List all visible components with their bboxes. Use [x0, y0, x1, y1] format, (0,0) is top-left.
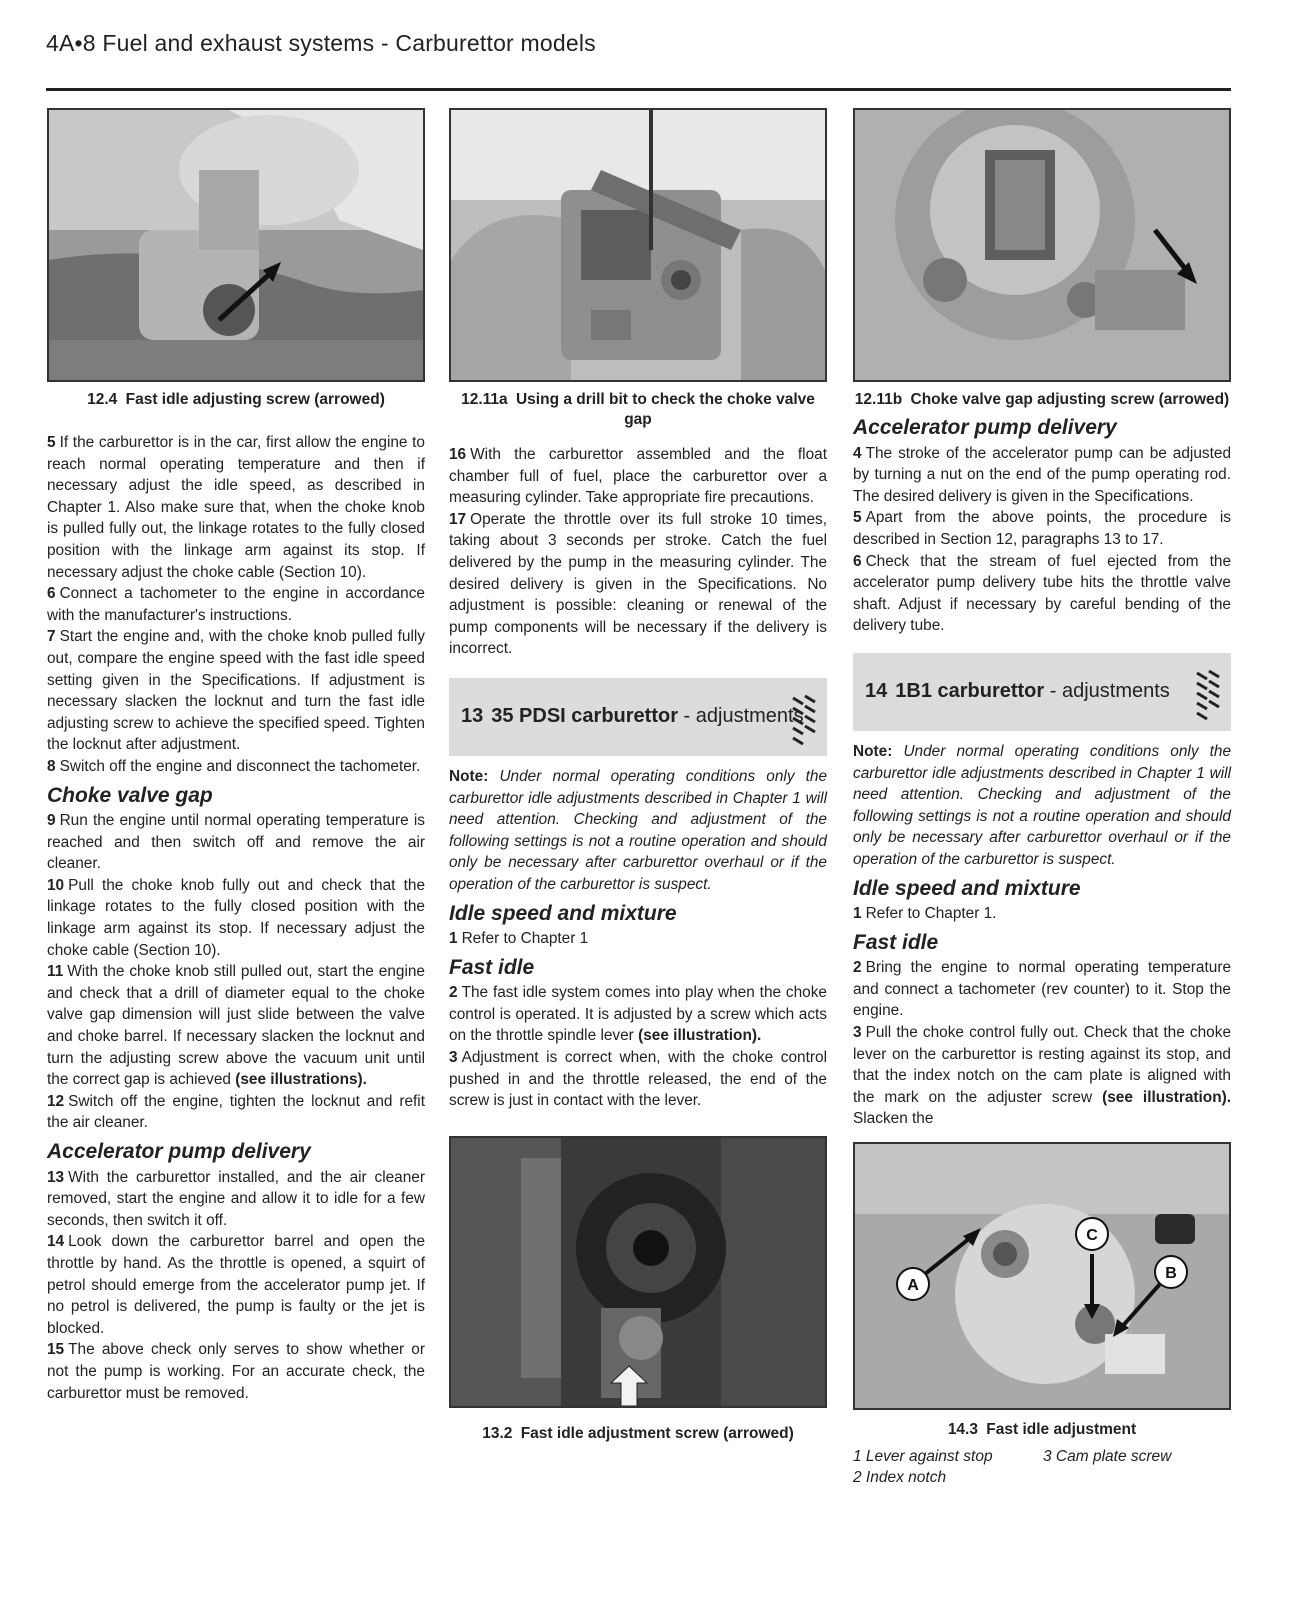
- difficulty-spanner-icon: [1191, 663, 1227, 723]
- caption-text: Using a drill bit to check the choke valve gap: [515, 391, 815, 428]
- heading-fast-idle: Fast idle: [853, 930, 939, 954]
- legend-item-1: 1 Lever against stop: [853, 1448, 993, 1466]
- figure-caption-12-4: [47, 390, 425, 410]
- difficulty-spanner-icon: [787, 688, 823, 748]
- heading-idle-speed-and-mixture: Idle speed and mixture: [853, 876, 1081, 900]
- fast-idle-screw-photo-image: [451, 1138, 825, 1406]
- page-title: 4A•8 Fuel and exhaust systems - Carburettor models: [46, 30, 596, 56]
- paragraph-6: 6 Connect a tachometer to the engine in accordance with the manufacturer's instructions.: [47, 585, 425, 624]
- caption-figure-number: 12.4: [87, 391, 118, 408]
- paragraph-14: 14 Look down the carburettor barrel and open the throttle by hand. As the throttle is opened, a squirt of petrol should emerge from the accelerator pump jet. If no petrol is delivered, the pump is faulty or the jet is blocked.: [47, 1233, 425, 1337]
- paragraph-1: 1 Refer to Chapter 1.: [853, 905, 997, 923]
- col3-body-bottom: [853, 741, 1231, 1130]
- photo-12-11b: [853, 108, 1231, 382]
- figure-caption-13-2: [449, 1424, 827, 1444]
- figure-caption-14-3: [853, 1420, 1231, 1440]
- label-c: [1076, 1218, 1108, 1250]
- paragraph-2: 2 The fast idle system comes into play when the choke control is operated. It is adjusted by a screw which acts on the throttle spindle lever (see illustration).: [449, 984, 827, 1045]
- col1-body: [47, 432, 425, 1404]
- illustration-reference: (see illustration).: [638, 1027, 762, 1045]
- choke-valve-photo-image: [855, 110, 1229, 380]
- col2-body-top: [449, 444, 827, 660]
- paragraph-9: 9 Run the engine until normal operating temperature is reached and then switch off and remove the air cleaner.: [47, 812, 425, 873]
- figure-caption-12-11b: [853, 390, 1231, 410]
- paragraph-17: 17 Operate the throttle over its full stroke 10 times, taking about 3 seconds per stroke. Catch the fuel delivered by the pump in the measuring cylinder. The desired delivery is given in the Specifications. No adjustment is possible: cleaning or renewal of the pump components will be necessary if the delivery is incorrect.: [449, 510, 827, 658]
- paragraph-7: 7 Start the engine and, with the choke knob pulled fully out, compare the engine speed with the fast idle speed setting given in the Specifications. If adjustment is necessary slacken the locknut and turn the fast idle adjusting screw to achieve the specified speed. Tighten the locknut after adjustment.: [47, 628, 425, 754]
- heading-choke-valve-gap: Choke valve gap: [47, 783, 213, 807]
- section-title: 1B1 carburettor - adjustments: [895, 680, 1170, 703]
- column-2: [449, 108, 827, 1444]
- paragraph-12: 12 Switch off the engine, tighten the locknut and refit the air cleaner.: [47, 1092, 425, 1132]
- label-a: [897, 1268, 929, 1300]
- heading-accelerator-pump-delivery: Accelerator pump delivery: [47, 1140, 311, 1163]
- drill-bit-photo-image: [451, 110, 825, 380]
- heading-accelerator-pump-delivery: Accelerator pump delivery: [853, 416, 1117, 439]
- paragraph-4: 4 The stroke of the accelerator pump can be adjusted by turning a nut on the end of the pump operating rod. The desired delivery is given in the Specifications.: [853, 444, 1231, 505]
- paragraph-10: 10 Pull the choke knob fully out and check that the linkage rotates to the fully closed position with the linkage arm against its stop. If necessary adjust the choke cable (Section 10).: [47, 876, 425, 959]
- caption-text: Choke valve gap adjusting screw (arrowed): [910, 391, 1230, 408]
- column-1: [47, 108, 425, 1404]
- figure-legend: [853, 1446, 1231, 1488]
- heading-fast-idle: Fast idle: [449, 955, 535, 979]
- caption-text: Fast idle adjustment: [986, 1421, 1137, 1439]
- paragraph-5: 5 If the carburettor is in the car, first allow the engine to reach normal operating temperature and then if necessary adjust the idle speed, as described in Chapter 1. Also make sure that, when the choke knob is pulled fully out, the linkage rotates to the fully closed position with the linkage arm against its stop. If necessary adjust the choke cable (Section 10).: [47, 434, 425, 581]
- section-title: 35 PDSI carburettor - adjustments: [491, 705, 804, 728]
- svg-text:B: B: [1165, 1265, 1177, 1283]
- column-3: [853, 108, 1231, 1488]
- svg-text:A: A: [907, 1277, 919, 1295]
- caption-text: Fast idle adjustment screw (arrowed): [520, 1424, 794, 1442]
- paragraph-3: 3 Adjustment is correct when, with the choke control pushed in and the throttle released, the end of the screw is just in contact with the lever.: [449, 1049, 827, 1110]
- photo-14-3: [853, 1142, 1231, 1410]
- photo-12-11a: [449, 108, 827, 382]
- section-14-heading: [853, 653, 1231, 731]
- caption-text: Fast idle adjusting screw (arrowed): [125, 391, 385, 408]
- paragraph-13: 13 With the carburettor installed, and the air cleaner removed, start the engine and allow it to idle for a few seconds, then switch it off.: [47, 1168, 425, 1229]
- paragraph-15: 15 The above check only serves to show whether or not the pump is working. For an accurate check, the carburettor must be removed.: [47, 1341, 425, 1402]
- photo-12-4: [47, 108, 425, 382]
- paragraph-2: 2 Bring the engine to normal operating temperature and connect a tachometer (rev counter) to it. Stop the engine.: [853, 959, 1231, 1020]
- paragraph-16: 16 With the carburettor assembled and the float chamber full of fuel, place the carburettor over a measuring cylinder. Take appropriate fire precautions.: [449, 446, 827, 507]
- note-paragraph: Note: Under normal operating conditions only the carburettor idle adjustments described in Chapter 1 will need attention. Checking and adjustment of the following settings is not a routine operation and should only be necessary after carburettor overhaul or if the operation of the carburettor is suspect.: [449, 767, 828, 893]
- paragraph-6: 6 Check that the stream of fuel ejected from the accelerator pump delivery tube hits the throttle valve shaft. Adjust if necessary by careful bending of the delivery tube.: [853, 552, 1231, 635]
- section-number: 14: [865, 680, 888, 703]
- caption-figure-number: 14.3: [947, 1421, 978, 1439]
- caption-figure-number: 12.11a: [461, 391, 508, 408]
- caption-figure-number: 12.11b: [854, 391, 903, 408]
- fast-idle-adjustment-photo-image: [855, 1144, 1229, 1408]
- legend-item-3: 3 Cam plate screw: [1043, 1448, 1172, 1466]
- photo-13-2: [449, 1136, 827, 1408]
- figure-caption-12-11a: [449, 390, 827, 430]
- caption-figure-number: 13.2: [482, 1424, 513, 1442]
- heading-idle-speed-and-mixture: Idle speed and mixture: [449, 901, 677, 925]
- paragraph-5: 5 Apart from the above points, the procedure is described in Section 12, paragraphs 13 to 17.: [853, 509, 1231, 548]
- svg-text:C: C: [1086, 1227, 1098, 1245]
- page-header: [46, 30, 1231, 91]
- section-13-heading: [449, 678, 827, 756]
- section-number: 13: [461, 705, 484, 728]
- illustration-reference: (see illustrations).: [235, 1071, 367, 1089]
- col3-body-top: [853, 417, 1231, 637]
- label-b: [1155, 1256, 1187, 1288]
- paragraph-11: 11 With the choke knob still pulled out, start the engine and check that a drill of diameter equal to the choke valve gap dimension will just slide between the valve and choke barrel. If necessary slacken the locknut and turn the adjusting screw above the vacuum unit until the correct gap is achieved (see illustrations).: [47, 963, 425, 1089]
- illustration-reference: (see illustration).: [1102, 1088, 1232, 1106]
- note-paragraph: Note: Under normal operating conditions only the carburettor idle adjustments described in Chapter 1 will need attention. Checking and adjustment of the following settings is not a routine operation and should only be necessary after carburettor overhaul or if the operation of the carburettor is suspect.: [853, 742, 1232, 868]
- carburettor-photo-image: [49, 110, 423, 380]
- paragraph-1: 1 Refer to Chapter 1: [449, 930, 589, 948]
- paragraph-8: 8 Switch off the engine and disconnect the tachometer.: [47, 757, 421, 775]
- paragraph-3: 3 Pull the choke control fully out. Check that the choke lever on the carburettor is resting against its stop, and that the index notch on the cam plate is aligned with the mark on the adjuster screw (see illustration). Slacken the: [853, 1024, 1232, 1128]
- legend-item-2: 2 Index notch: [853, 1469, 947, 1487]
- col2-body-bottom: [449, 766, 827, 1112]
